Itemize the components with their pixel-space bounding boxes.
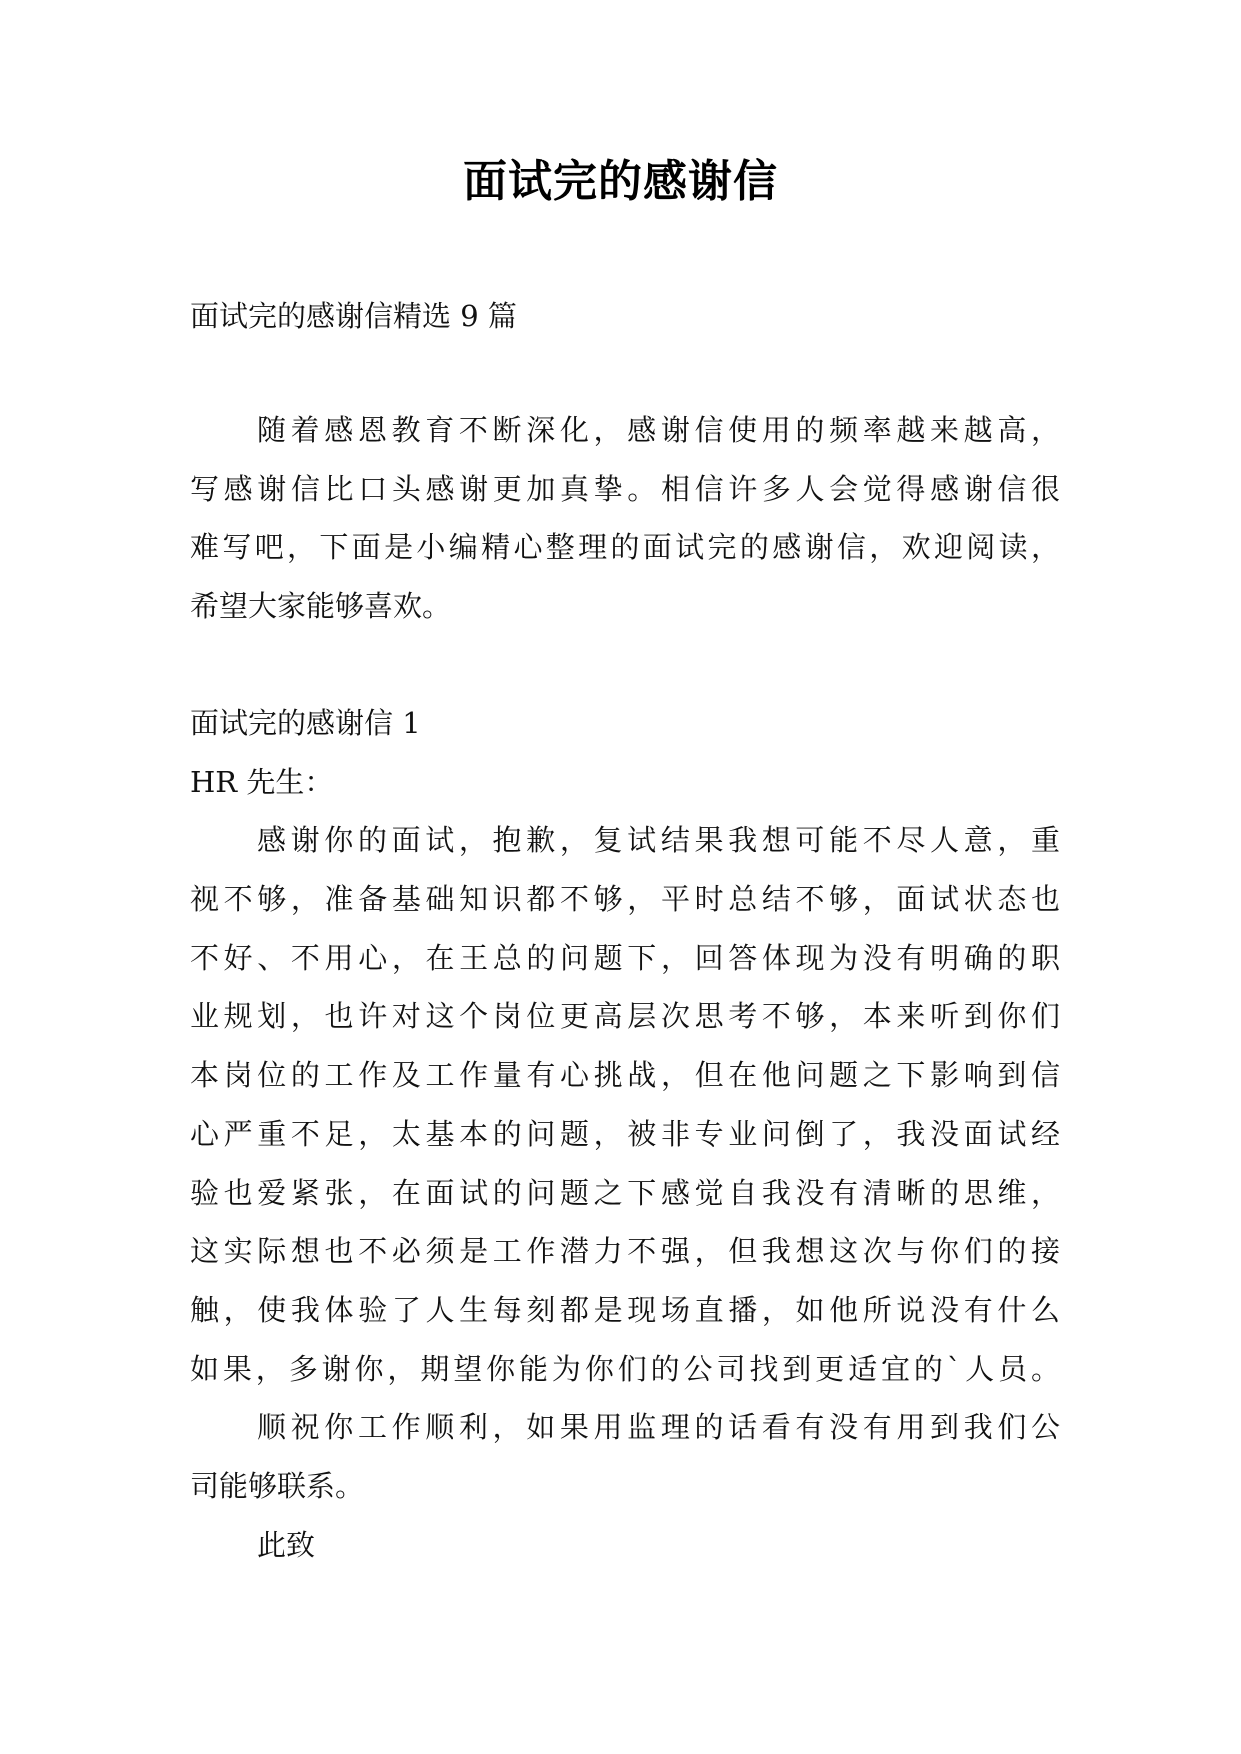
letter-salutation: HR 先生：: [190, 764, 334, 799]
letter-body-line: 业规划，也许对这个岗位更高层次思考不够，本来听到你们: [190, 999, 1060, 1034]
letter-closing-line: 顺祝你工作顺利，如果用监理的话看有没有用到我们公: [257, 1410, 1060, 1445]
letter-body-line: 如果，多谢你，期望你能为你们的公司找到更适宜的`人员。: [190, 1351, 1060, 1386]
intro-line: 希望大家能够喜欢。: [190, 589, 452, 624]
intro-line: 难写吧，下面是小编精心整理的面试完的感谢信，欢迎阅读，: [190, 530, 1060, 565]
letter-closing-paragraph: [190, 1398, 1060, 1515]
letter-heading: 面试完的感谢信 1: [190, 706, 421, 740]
letter-body-line: 触，使我体验了人生每刻都是现场直播，如他所说没有什么: [190, 1292, 1060, 1327]
letter-body-line: 本岗位的工作及工作量有心挑战，但在他问题之下影响到信: [190, 1058, 1060, 1093]
document-subtitle: 面试完的感谢信精选 9 篇: [190, 299, 517, 333]
intro-paragraph: [190, 401, 1060, 636]
letter-body-paragraph: [190, 811, 1060, 1398]
letter-section: [190, 694, 1060, 1574]
letter-body-line: 这实际想也不必须是工作潜力不强，但我想这次与你们的接: [190, 1234, 1060, 1269]
letter-body-line: 视不够，准备基础知识都不够，平时总结不够，面试状态也: [190, 882, 1060, 917]
document-title: 面试完的感谢信: [463, 156, 778, 207]
letter-sign-off: 此致: [257, 1527, 316, 1562]
letter-body-line: 验也爱紧张，在面试的问题之下感觉自我没有清晰的思维，: [190, 1175, 1060, 1210]
intro-line: 写感谢信比口头感谢更加真挚。相信许多人会觉得感谢信很: [190, 471, 1060, 506]
letter-body-line: 心严重不足，太基本的问题，被非专业问倒了，我没面试经: [190, 1116, 1060, 1151]
letter-closing-line: 司能够联系。: [190, 1468, 365, 1503]
letter-body-line: 不好、不用心，在王总的问题下，回答体现为没有明确的职: [190, 940, 1060, 975]
subtitle-section: [190, 287, 1060, 346]
intro-line: 随着感恩教育不断深化，感谢信使用的频率越来越高，: [257, 413, 1060, 447]
letter-body-line: 感谢你的面试，抱歉，复试结果我想可能不尽人意，重: [257, 823, 1060, 858]
